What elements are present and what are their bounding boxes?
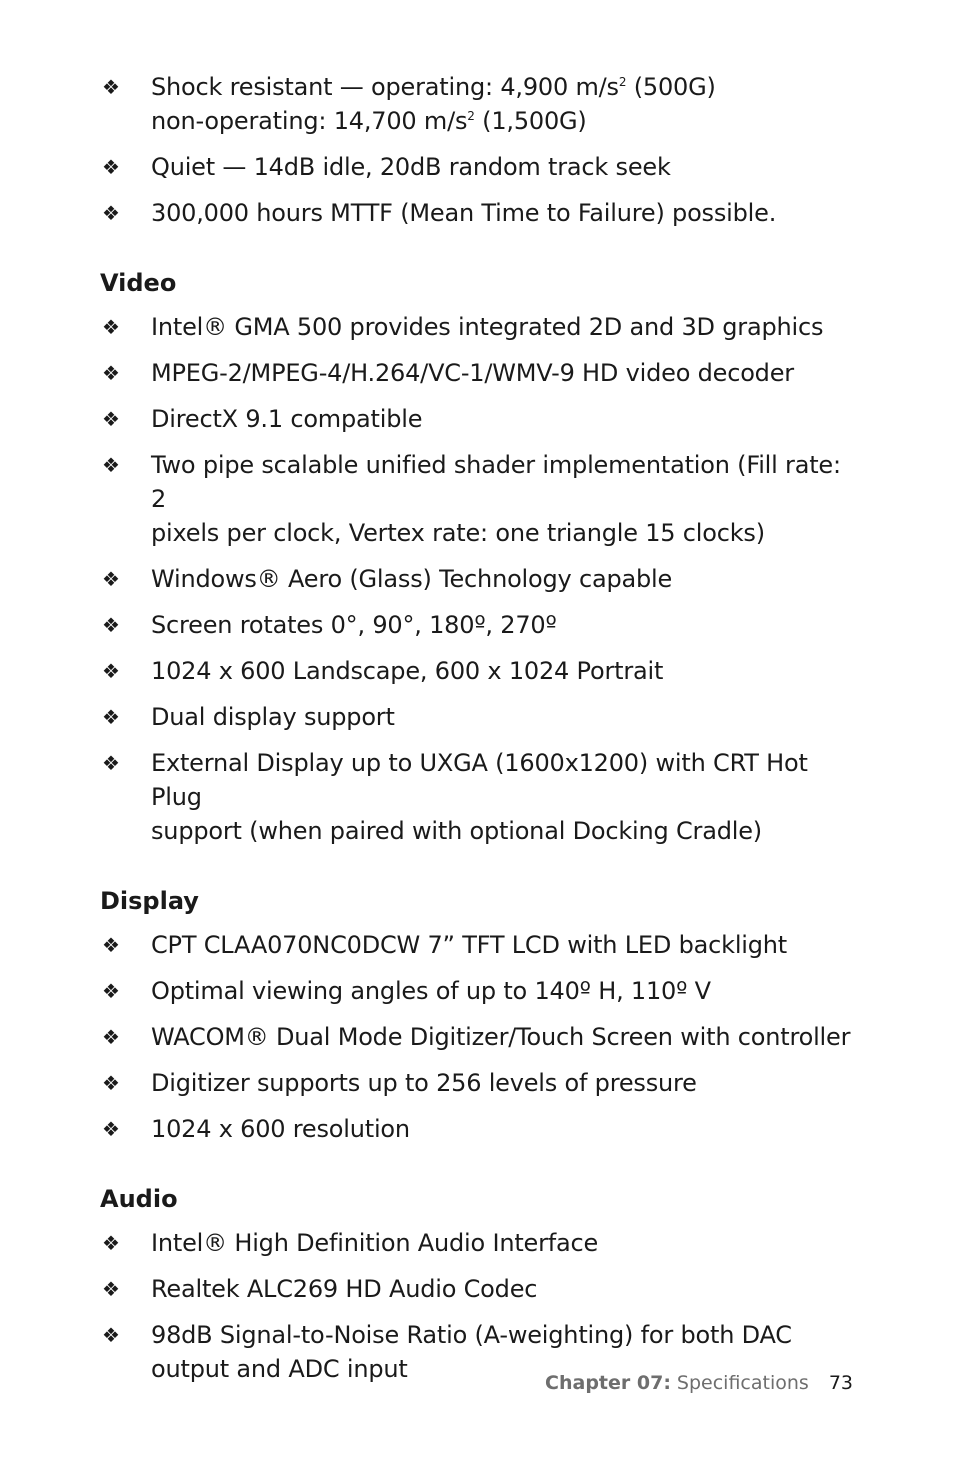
list-item (100, 1020, 860, 1054)
list-item (100, 402, 860, 436)
list-item (100, 1066, 860, 1100)
item-line: External Display up to UXGA (1600x1200) with CRT Hot Plug (151, 749, 808, 811)
diamond-bullet-icon: ❖ (102, 567, 120, 591)
diamond-bullet-icon: ❖ (102, 1231, 120, 1255)
diamond-bullet-icon: ❖ (102, 1277, 120, 1301)
diamond-bullet-icon: ❖ (102, 75, 120, 99)
list-item (100, 1112, 860, 1146)
document-page (100, 70, 860, 1398)
item-line: output and ADC input (151, 1355, 408, 1383)
item-line: support (when paired with optional Docking Cradle) (151, 817, 762, 845)
list-item (100, 310, 860, 344)
diamond-bullet-icon: ❖ (102, 1025, 120, 1049)
diamond-bullet-icon: ❖ (102, 933, 120, 957)
item-line: Screen rotates 0°, 90°, 180º, 270º (151, 611, 557, 639)
item-line: Shock resistant — operating: 4,900 $m/s^2$ (500G) (151, 73, 716, 101)
diamond-bullet-icon: ❖ (102, 659, 120, 683)
item-line: 1024 x 600 Landscape, 600 x 1024 Portrait (151, 657, 664, 685)
item-line: Two pipe scalable unified shader implementation (Fill rate: 2 (151, 451, 841, 513)
page-number: 73 (828, 1372, 853, 1394)
diamond-bullet-icon: ❖ (102, 361, 120, 385)
item-line: Intel® High Definition Audio Interface (151, 1229, 599, 1257)
item-line: 98dB Signal-to-Noise Ratio (A-weighting) for both DAC (151, 1321, 792, 1349)
diamond-bullet-icon: ❖ (102, 613, 120, 637)
item-line: Realtek ALC269 HD Audio Codec (151, 1275, 538, 1303)
item-text: Quiet — 14dB idle, 20dB random track seek (151, 153, 671, 181)
item-line: Optimal viewing angles of up to 140º H, 110º V (151, 977, 711, 1005)
list-item (100, 974, 860, 1008)
diamond-bullet-icon: ❖ (102, 705, 120, 729)
diamond-bullet-icon: ❖ (102, 201, 120, 225)
list-item (100, 448, 860, 550)
audio-list (100, 1226, 860, 1386)
list-item (100, 700, 860, 734)
list-item-mttf (100, 196, 860, 230)
item-line: Intel® GMA 500 provides integrated 2D and 3D graphics (151, 313, 824, 341)
list-item (100, 356, 860, 390)
diamond-bullet-icon: ❖ (102, 155, 120, 179)
list-item (100, 746, 860, 848)
diamond-bullet-icon: ❖ (102, 979, 120, 1003)
diamond-bullet-icon: ❖ (102, 453, 120, 477)
section-heading-video: Video (100, 269, 177, 297)
video-list (100, 310, 860, 848)
page-footer (545, 1368, 853, 1398)
item-line: MPEG-2/MPEG-4/H.264/VC-1/WMV-9 HD video decoder (151, 359, 794, 387)
display-list (100, 928, 860, 1146)
item-line: Windows® Aero (Glass) Technology capable (151, 565, 673, 593)
item-line: pixels per clock, Vertex rate: one triangle 15 clocks) (151, 519, 765, 547)
item-line: CPT CLAA070NC0DCW 7” TFT LCD with LED backlight (151, 931, 788, 959)
item-line: WACOM® Dual Mode Digitizer/Touch Screen with controller (151, 1023, 851, 1051)
chapter-label: Chapter 07: (545, 1372, 671, 1394)
diamond-bullet-icon: ❖ (102, 1323, 120, 1347)
list-item (100, 928, 860, 962)
list-item (100, 1272, 860, 1306)
item-line: Digitizer supports up to 256 levels of pressure (151, 1069, 697, 1097)
list-item (100, 562, 860, 596)
list-item (100, 1226, 860, 1260)
list-item-quiet (100, 150, 860, 184)
item-line: DirectX 9.1 compatible (151, 405, 423, 433)
item-line: Dual display support (151, 703, 395, 731)
diamond-bullet-icon: ❖ (102, 407, 120, 431)
section-heading-audio: Audio (100, 1185, 178, 1213)
diamond-bullet-icon: ❖ (102, 1071, 120, 1095)
list-item-shock (100, 70, 860, 138)
diamond-bullet-icon: ❖ (102, 1117, 120, 1141)
diamond-bullet-icon: ❖ (102, 315, 120, 339)
diamond-bullet-icon: ❖ (102, 751, 120, 775)
section-heading-display: Display (100, 887, 199, 915)
chapter-title: Specifications (676, 1372, 809, 1394)
item-line: non-operating: 14,700 $m/s^2$ (1,500G) (151, 107, 587, 135)
item-line: 1024 x 600 resolution (151, 1115, 410, 1143)
item-text: 300,000 hours MTTF (Mean Time to Failure) possible. (151, 199, 777, 227)
intro-list (100, 70, 860, 230)
list-item (100, 608, 860, 642)
list-item (100, 654, 860, 688)
